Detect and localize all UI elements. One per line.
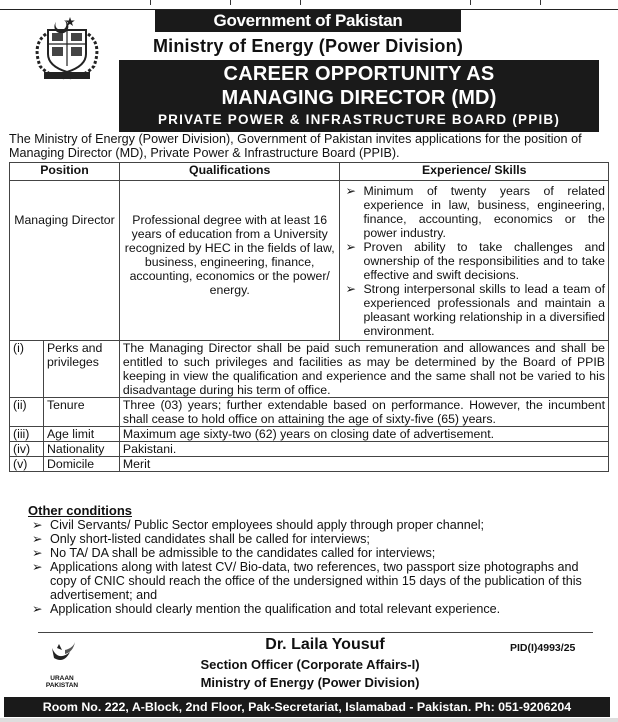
arrow-bullet-icon: ➢ (32, 518, 43, 532)
arrow-bullet-icon: ➢ (345, 240, 356, 254)
list-item: ➢ No TA/ DA shall be admissible to the candidates called for interviews; (32, 546, 436, 560)
other-conditions-heading: Other conditions (28, 503, 132, 518)
list-item: ➢ Minimum of twenty years of related experience in law, business, engineering, finance, accounting, economics or the power industry. (345, 184, 605, 240)
state-emblem-icon (26, 14, 108, 82)
row-number: (i) (10, 341, 44, 398)
arrow-bullet-icon: ➢ (32, 532, 43, 546)
row-label: Nationality (43, 442, 119, 457)
bottom-edge (0, 718, 618, 722)
signatory-title: Section Officer (Corporate Affairs-I) (200, 657, 420, 672)
table-row (10, 427, 609, 442)
list-item: ➢ Application should clearly mention the qualification and total relevant experience. (32, 602, 501, 616)
row-label: Age limit (43, 427, 119, 442)
arrow-bullet-icon: ➢ (32, 602, 43, 616)
table-row (10, 457, 609, 472)
career-line-1: CAREER OPPORTUNITY AS (223, 63, 495, 85)
list-item: ➢ Proven ability to take challenges and ownership of the responsibilities and to take effective and swift decisions. (345, 240, 605, 282)
signatory-ministry: Ministry of Energy (Power Division) (200, 675, 420, 690)
conditions-list (30, 518, 585, 616)
row-text: Merit (119, 457, 608, 472)
row-number: (iii) (10, 427, 44, 442)
pid-number: PID(I)4993/25 (510, 642, 576, 654)
top-cut-border (0, 0, 618, 10)
row-text: Three (03) years; further extendable based on performance. However, the incumbent shall cease to hold office on attaining the age of sixty-five (65) years. (119, 398, 608, 427)
position-cell: Managing Director (10, 181, 120, 341)
header-qualifications: Qualifications (119, 163, 340, 181)
signature-divider (38, 632, 593, 633)
address-bar: Room No. 222, A-Block, 2nd Floor, Pak-Secretariat, Islamabad - Pakistan. Ph: 051-9206204 (4, 697, 610, 717)
table-header-row (10, 163, 609, 181)
table-row (10, 398, 609, 427)
arrow-bullet-icon: ➢ (32, 560, 43, 574)
row-label: Perks and privileges (43, 341, 119, 398)
government-title: Government of Pakistan (155, 10, 461, 32)
arrow-bullet-icon: ➢ (345, 184, 356, 198)
table-row (10, 442, 609, 457)
header-experience: Experience/ Skills (340, 163, 609, 181)
intro-paragraph: The Ministry of Energy (Power Division), Government of Pakistan invites applications for the position of Managing Director (MD), Private Power & Infrastructure Board (PPIB). (9, 132, 582, 160)
list-item: ➢ Strong interpersonal skills to lead a team of experienced professionals and maintain a pleasant working relationship in a diversified environment. (345, 282, 605, 338)
row-number: (iv) (10, 442, 44, 457)
row-label: Tenure (43, 398, 119, 427)
row-number: (ii) (10, 398, 44, 427)
table-row (10, 181, 609, 341)
position-table (9, 162, 609, 472)
list-item: ➢ Only short-listed candidates shall be called for interviews; (32, 532, 370, 546)
career-banner (119, 60, 599, 132)
logo-text-1: URAAN (50, 675, 74, 682)
career-line-2: MANAGING DIRECTOR (MD) (221, 87, 497, 109)
list-item: ➢ Civil Servants/ Public Sector employees should apply through proper channel; (32, 518, 485, 532)
arrow-bullet-icon: ➢ (32, 546, 43, 560)
signatory-name: Dr. Laila Yousuf (265, 636, 385, 653)
list-item: ➢ Applications along with latest CV/ Bio-data, two references, two passport size photographs and copy of CNIC should reach the office of the undersigned within 15 days of the publication of this advertisement; and (32, 560, 582, 602)
uraan-logo-icon (47, 640, 77, 670)
career-line-3: PRIVATE POWER & INFRASTRUCTURE BOARD (PPIB) (157, 112, 561, 127)
header-position: Position (10, 163, 120, 181)
experience-cell (340, 181, 609, 341)
row-text: The Managing Director shall be paid such remuneration and allowances and shall be entitled to such privileges and facilities as may be determined by the Board of PPIB keeping in view the qualification and experience and the same shall not be varied to his disadvantage during his term of office. (119, 341, 608, 398)
ministry-title: Ministry of Energy (Power Division) (152, 36, 464, 56)
row-number: (v) (10, 457, 44, 472)
qualification-cell: Professional degree with at least 16 years of education from a University recognized by HEC in the fields of law, business, engineering, finance, accounting, economics or the power/ energy. (119, 181, 340, 341)
row-text: Pakistani. (119, 442, 608, 457)
table-row (10, 341, 609, 398)
row-label: Domicile (43, 457, 119, 472)
uraan-pakistan-logo (32, 640, 92, 694)
row-text: Maximum age sixty-two (62) years on closing date of advertisement. (119, 427, 608, 442)
arrow-bullet-icon: ➢ (345, 282, 356, 296)
logo-text-2: PAKISTAN (45, 682, 79, 689)
